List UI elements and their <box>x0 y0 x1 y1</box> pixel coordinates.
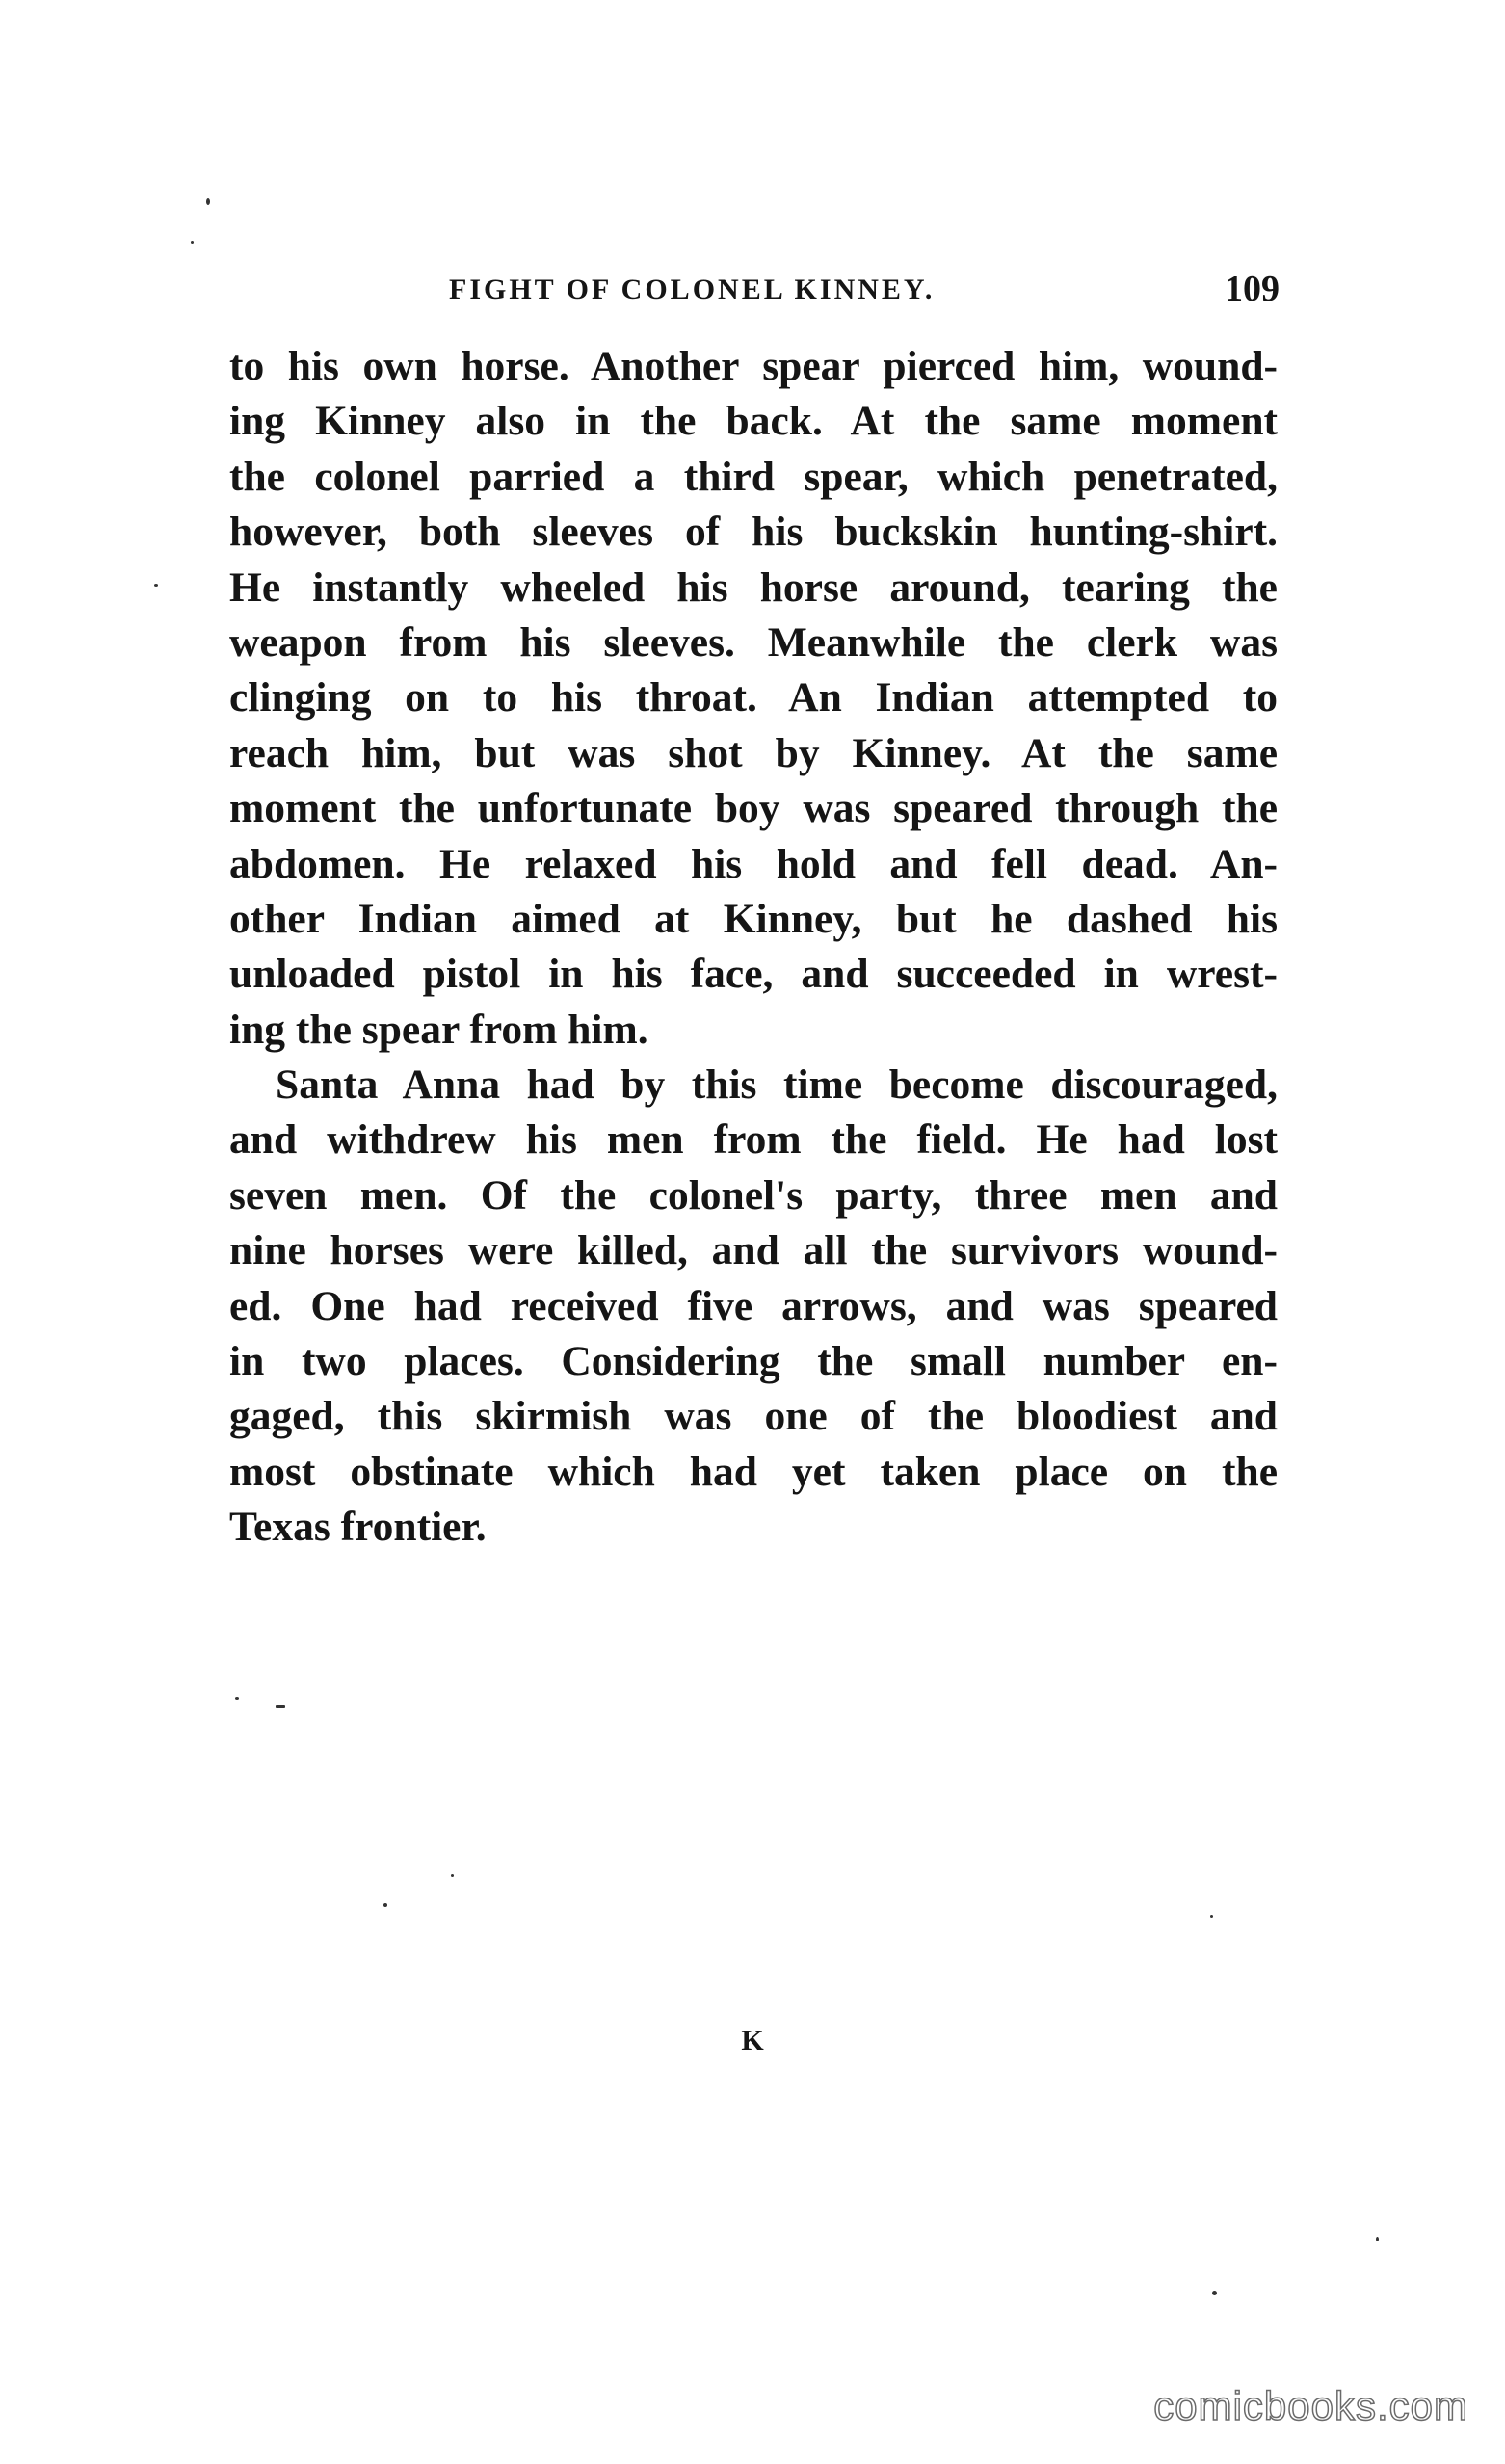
text-line: to his own horse. Another spear pierced him, wound- <box>229 343 1278 389</box>
scan-speck <box>1210 1915 1213 1918</box>
text-line: Texas frontier. <box>229 1504 487 1551</box>
scan-speck <box>235 1697 239 1700</box>
text-line: the colonel parried a third spear, which penetrated, <box>229 453 1278 500</box>
scan-speck <box>276 1705 285 1708</box>
scan-speck <box>1376 2237 1379 2241</box>
text-line: ing Kinney also in the back. At the same moment <box>229 398 1278 445</box>
text-line: ing the spear from him. <box>229 1006 648 1053</box>
text-line: weapon from his sleeves. Meanwhile the clerk was <box>229 618 1278 666</box>
text-line: and withdrew his men from the field. He had lost <box>229 1116 1278 1164</box>
scan-speck <box>383 1903 387 1907</box>
text-line: nine horses were killed, and all the survivors wound- <box>229 1227 1278 1274</box>
text-line: most obstinate which had yet taken place on the <box>229 1448 1278 1495</box>
running-title: FIGHT OF COLONEL KINNEY. <box>449 274 936 305</box>
signature-mark: K <box>741 2025 764 2057</box>
text-line: He instantly wheeled his horse around, tearing the <box>229 564 1278 611</box>
text-line: however, both sleeves of his buckskin hunting-shirt. <box>229 509 1278 556</box>
paragraph-2 <box>229 1058 1278 1556</box>
page-number: 109 <box>1225 269 1280 309</box>
scan-speck <box>206 198 210 205</box>
body-text <box>229 339 1278 1556</box>
scan-speck <box>451 1874 454 1877</box>
text-line: reach him, but was shot by Kinney. At the same <box>229 729 1278 776</box>
text-line: abdomen. He relaxed his hold and fell dead. An- <box>229 840 1278 887</box>
scan-speck <box>154 584 158 587</box>
text-line: in two places. Considering the small number en- <box>229 1338 1278 1385</box>
text-line: unloaded pistol in his face, and succeeded in wrest- <box>229 951 1278 998</box>
text-line: clinging on to his throat. An Indian attempted to <box>229 674 1278 721</box>
scan-speck <box>191 241 194 244</box>
watermark: comicbooks.com <box>1153 2383 1468 2428</box>
running-head <box>229 268 1280 316</box>
text-line: other Indian aimed at Kinney, but he dashed his <box>229 895 1278 942</box>
text-line: ed. One had received five arrows, and was speared <box>229 1282 1278 1329</box>
text-line: seven men. Of the colonel's party, three men and <box>229 1171 1278 1219</box>
text-line: gaged, this skirmish was one of the bloodiest and <box>229 1393 1278 1440</box>
paragraph-1 <box>229 339 1278 1058</box>
text-line: Santa Anna had by this time become discouraged, <box>276 1062 1278 1109</box>
scan-speck <box>1212 2291 1217 2295</box>
text-line: moment the unfortunate boy was speared through the <box>229 785 1278 832</box>
